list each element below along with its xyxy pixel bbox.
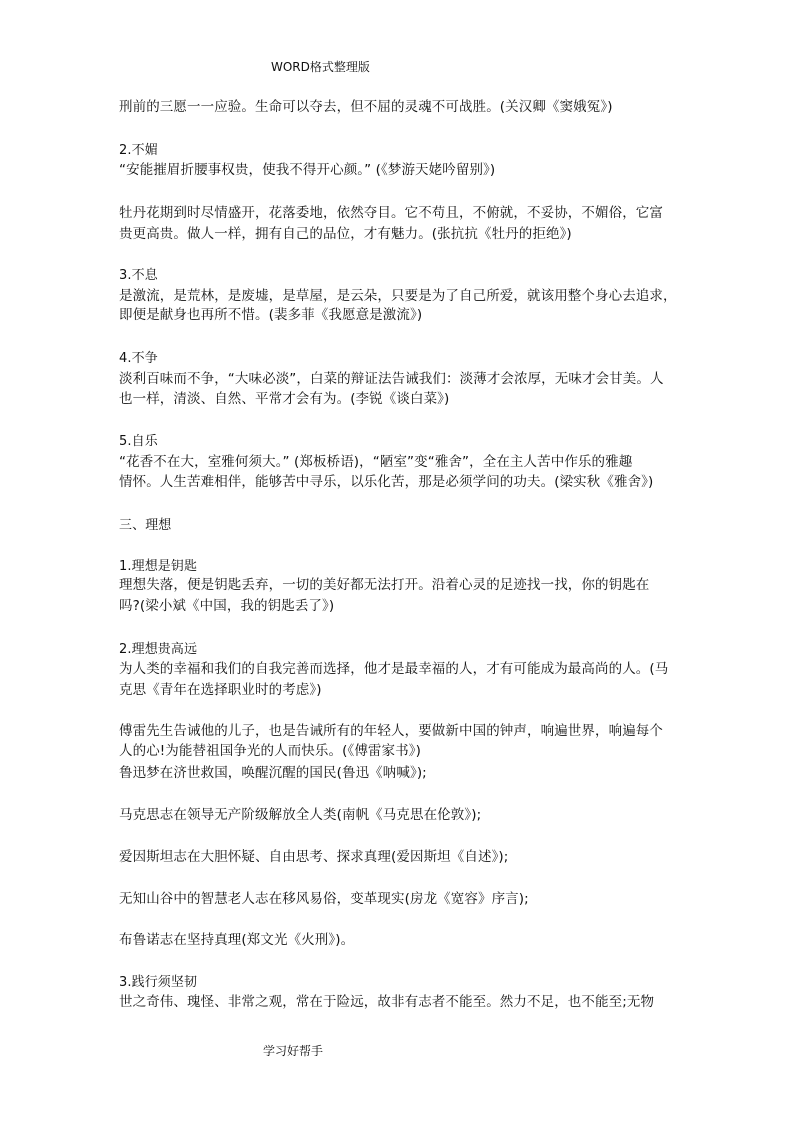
body-line: 理想失落，便是钥匙丢弃，一切的美好都无法打开。沿着心灵的足迹找一找，你的钥匙在 (119, 577, 650, 593)
section-heading: 3.践行须坚韧 (119, 975, 198, 990)
body-line: 吗?(梁小斌《中国，我的钥匙丢了》) (119, 598, 335, 614)
body-line: 人的心!为能替祖国争光的人而快乐。(《傅雷家书》) (119, 743, 421, 759)
body-line: 傅雷先生告诫他的儿子，也是告诫所有的年轻人，要做新中国的钟声，响遍世界，响遍每个 (119, 723, 663, 739)
body-line: 爱因斯坦志在大胆怀疑、自由思考、探求真理(爱因斯坦《自述》); (119, 849, 509, 865)
body-line: 淡利百味而不争，“大味必淡”，白菜的辩证法告诫我们：淡薄才会浓厚，无味才会甘美。人 (119, 371, 664, 387)
body-line: 马克思志在领导无产阶级解放全人类(南帆《马克思在伦敦》); (119, 807, 482, 823)
body-line: 布鲁诺志在坚持真理(郑文光《火刑》)。 (119, 932, 355, 948)
body-line: “安能摧眉折腰事权贵，使我不得开心颜。” (《梦游天姥吟留别》) (119, 162, 496, 178)
page-footer: 学习好帮手 (263, 1044, 324, 1058)
section-heading: 5.自乐 (119, 434, 158, 449)
body-line: 克思《青年在选择职业时的考虑》) (119, 682, 322, 698)
body-line: 刑前的三愿一一应验。生命可以夺去，但不屈的灵魂不可战胜。(关汉卿《窦娥冤》) (119, 99, 613, 115)
section-heading: 2.不媚 (119, 143, 158, 158)
body-line: 也一样，清淡、自然、平常才会有为。(李锐《谈白菜》) (119, 391, 450, 407)
body-line: 牡丹花期到时尽情盛开，花落委地，依然夺目。它不苟且，不俯就，不妥协，不媚俗，它富 (119, 205, 663, 221)
body-line: 贵更高贵。做人一样，拥有自己的品位，才有魅力。(张抗抗《牡丹的拒绝》) (119, 226, 572, 242)
body-line: 情怀。人生苦难相伴，能够苦中寻乐，以乐化苦，那是必须学问的功夫。(梁实秋《雅舍》) (119, 474, 654, 490)
chapter-heading: 三、理想 (119, 518, 172, 533)
page-header: WORD格式整理版 (271, 60, 370, 74)
body-line: “花香不在大，室雅何须大。” (郑板桥语)，“陋室”变“雅舍”，全在主人苦中作乐的雅趣 (119, 454, 633, 470)
body-line: 世之奇伟、瑰怪、非常之观，常在于险远，故非有志者不能至。然力不足，也不能至;无物 (119, 994, 655, 1010)
body-line: 无知山谷中的智慧老人志在移风易俗，变革现实(房龙《宽容》序言); (119, 891, 529, 907)
body-line: 是激流，是荒林，是废墟，是草屋，是云朵，只要是为了自己所爱，就该用整个身心去追求， (119, 288, 677, 304)
section-heading: 4.不争 (119, 351, 158, 366)
body-line: 为人类的幸福和我们的自我完善而选择，他才是最幸福的人，才有可能成为最高尚的人。(马 (119, 661, 669, 677)
section-heading: 3.不息 (119, 268, 158, 283)
body-line: 即便是献身也再所不惜。(裴多菲《我愿意是激流》) (119, 307, 423, 323)
section-heading: 1.理想是钥匙 (119, 559, 198, 574)
body-line: 鲁迅梦在济世救国，唤醒沉醒的国民(鲁迅《呐喊》); (119, 765, 427, 781)
section-heading: 2.理想贵高远 (119, 642, 198, 657)
